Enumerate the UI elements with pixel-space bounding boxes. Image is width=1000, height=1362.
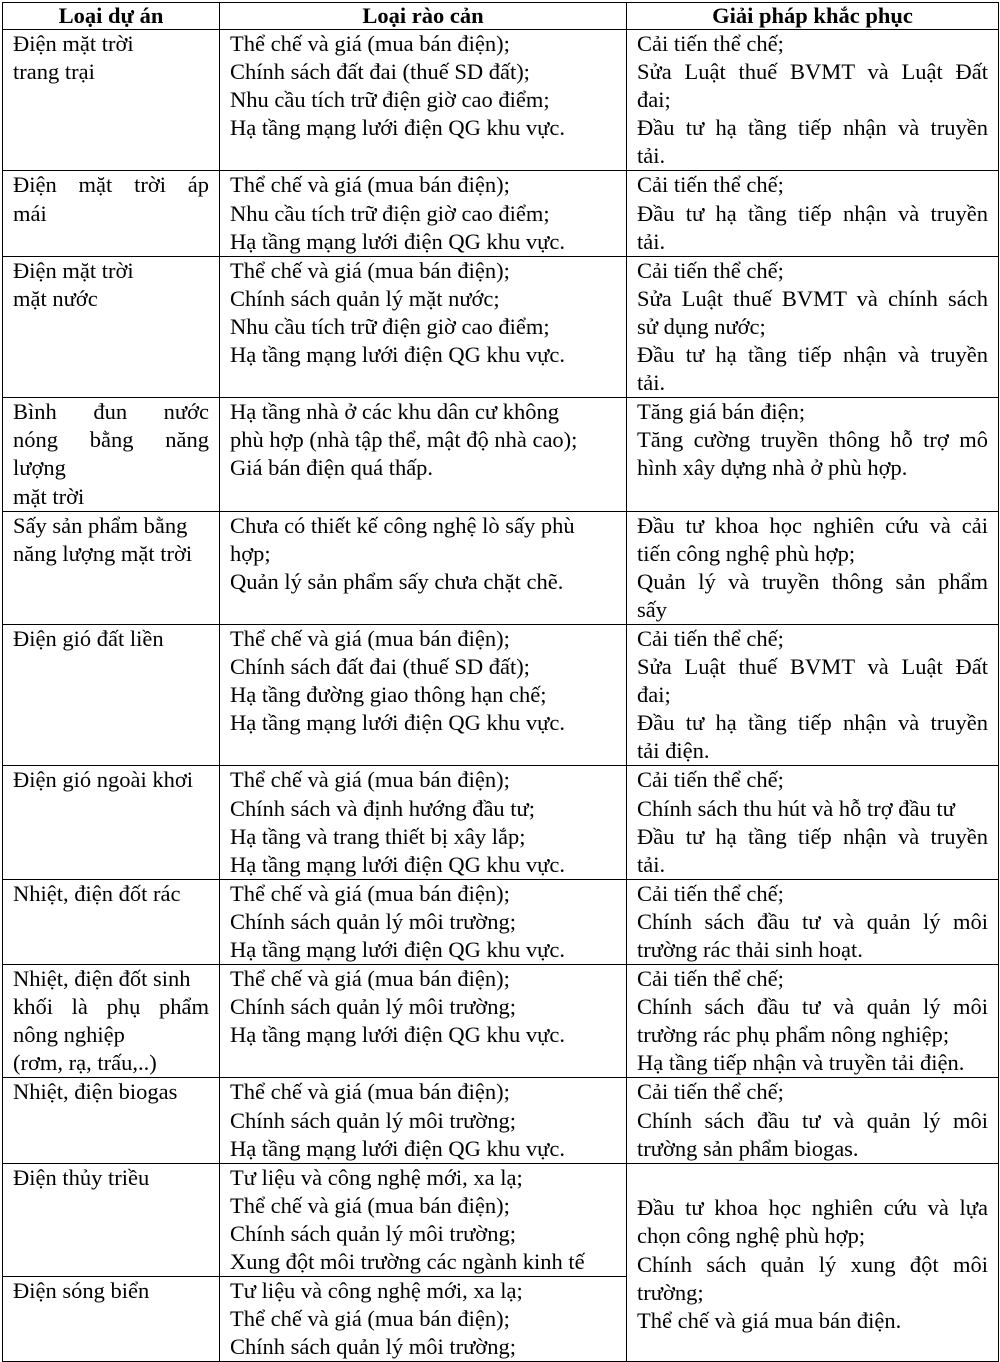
solution-cell <box>627 256 999 397</box>
solution-cell-line: Sửa Luật thuế BVMT và Luật Đất <box>637 59 988 85</box>
barrier-cell-line: Hạ tầng mạng lưới điện QG khu vực. <box>230 937 565 962</box>
barrier-cell-line: Thể chế và giá (mua bán điện); <box>230 31 510 56</box>
solution-cell-line: tải. <box>637 370 666 396</box>
solution-cell-line: đai; <box>637 682 671 708</box>
solution-cell <box>627 30 999 171</box>
barrier-cell <box>220 1078 627 1163</box>
solution-cell-line: tải điện. <box>637 738 710 764</box>
barrier-cell <box>220 171 627 256</box>
barrier-cell-line: Chính sách và định hướng đầu tư; <box>230 795 536 821</box>
barrier-cell-line: Thể chế và giá (mua bán điện); <box>230 767 510 793</box>
solution-cell-line: hình xây dựng nhà ở phù hợp. <box>637 455 908 481</box>
solution-cell-line: Thể chế và giá mua bán điện. <box>637 1307 902 1333</box>
solution-cell-line: Quản lý và truyền thông sản phẩm <box>637 568 988 594</box>
barrier-cell-line: Hạ tầng mạng lưới điện QG khu vực. <box>230 710 565 736</box>
barrier-cell-line: Chưa có thiết kế công nghệ lò sấy phù <box>230 512 575 538</box>
barrier-cell <box>220 965 627 1078</box>
project-type-cell-line: Nhiệt, điện đốt rác <box>13 880 181 906</box>
table-row <box>3 30 999 171</box>
solution-cell <box>627 879 999 964</box>
table-row <box>3 766 999 879</box>
solution-cell-line: tiến công nghệ phù hợp; <box>637 540 856 566</box>
project-type-cell <box>3 1163 220 1276</box>
solution-cell <box>627 965 999 1078</box>
barrier-cell-line: Thể chế và giá (mua bán điện); <box>230 625 510 651</box>
barrier-cell-line: Nhu cầu tích trữ điện giờ cao điểm; <box>230 200 550 226</box>
barriers-solutions-table <box>2 2 999 1362</box>
barrier-cell <box>220 30 627 171</box>
solution-cell-line: Đầu tư hạ tầng tiếp nhận và truyền <box>637 710 988 736</box>
barrier-cell-line: Hạ tầng mạng lưới điện QG khu vực. <box>230 851 565 877</box>
barrier-cell-line: Hạ tầng mạng lưới điện QG khu vực. <box>230 1135 565 1161</box>
project-type-cell <box>3 398 220 511</box>
project-type-cell <box>3 256 220 397</box>
solution-cell-line: Tăng cường truyền thông hỗ trợ mô <box>637 427 988 453</box>
project-type-cell-line: Điện mặt trời áp <box>13 172 209 198</box>
solution-cell <box>627 624 999 765</box>
solution-cell-line: Chính sách đầu tư và quản lý môi <box>637 908 988 934</box>
solution-cell-line: Đầu tư hạ tầng tiếp nhận và truyền <box>637 115 988 141</box>
barrier-cell-line: Tư liệu và công nghệ mới, xa lạ; <box>230 1278 523 1304</box>
barrier-cell <box>220 511 627 624</box>
barrier-cell-line: Hạ tầng mạng lưới điện QG khu vực. <box>230 342 565 368</box>
table-row <box>3 1078 999 1163</box>
solution-cell-line: Đầu tư hạ tầng tiếp nhận và truyền <box>637 823 988 849</box>
table-row <box>3 256 999 397</box>
solution-cell-line: Cải tiến thể chế; <box>637 625 784 651</box>
barrier-cell-line: Chính sách đất đai (thuế SD đất); <box>230 654 530 680</box>
project-type-cell-line: (rơm, rạ, trấu,..) <box>13 1050 157 1076</box>
project-type-cell-line: mặt trời <box>13 483 85 509</box>
solution-cell-line: chọn công nghệ phù hợp; <box>637 1223 866 1249</box>
table-row <box>3 398 999 511</box>
project-type-cell <box>3 879 220 964</box>
project-type-cell-line: nóng bằng năng <box>13 427 209 453</box>
solution-cell-line: Cải tiến thể chế; <box>637 31 784 56</box>
project-type-cell <box>3 511 220 624</box>
solution-cell-line: Sửa Luật thuế BVMT và Luật Đất <box>637 654 988 680</box>
solution-cell-line: tải. <box>637 851 666 877</box>
table-row <box>3 511 999 624</box>
barrier-cell-line: Chính sách quản lý môi trường; <box>230 908 516 934</box>
barrier-cell-line: Hạ tầng mạng lưới điện QG khu vực. <box>230 228 565 254</box>
barrier-cell-line: Hạ tầng và trang thiết bị xây lắp; <box>230 823 526 849</box>
solution-cell-line: Chính sách đầu tư và quản lý môi <box>637 994 988 1020</box>
barrier-cell-line: Thể chế và giá (mua bán điện); <box>230 1192 510 1218</box>
barrier-cell-line: Giá bán điện quá thấp. <box>230 455 434 481</box>
header-barrier-type: Loại rào cản <box>220 3 627 30</box>
barrier-cell <box>220 1277 627 1362</box>
solution-cell <box>627 398 999 511</box>
project-type-cell-line: Sấy sản phẩm bằng <box>13 512 188 538</box>
project-type-cell-line: Điện sóng biển <box>13 1278 150 1304</box>
barrier-cell-line: Xung đột môi trường các ngành kinh tế <box>230 1249 585 1275</box>
solution-cell-line: trường rác thải sinh hoạt. <box>637 937 863 962</box>
barrier-cell-line: Thể chế và giá (mua bán điện); <box>230 880 510 906</box>
project-type-cell-line: khối là phụ phẩm <box>13 994 209 1020</box>
table-row <box>3 624 999 765</box>
barrier-cell-line: Hạ tầng mạng lưới điện QG khu vực. <box>230 1022 565 1048</box>
solution-cell-line: Cải tiến thể chế; <box>637 880 784 906</box>
header-project-type: Loại dự án <box>3 3 220 30</box>
solution-cell <box>627 511 999 624</box>
project-type-cell-line: lượng <box>13 455 66 481</box>
solution-cell-line: sấy <box>637 596 667 622</box>
barrier-cell <box>220 1163 627 1276</box>
barrier-cell-line: Thể chế và giá (mua bán điện); <box>230 966 510 992</box>
project-type-cell-line: Điện gió đất liền <box>13 625 164 651</box>
barrier-cell-line: Quản lý sản phẩm sấy chưa chặt chẽ. <box>230 568 564 594</box>
project-type-cell <box>3 965 220 1078</box>
solution-cell-line: Đầu tư hạ tầng tiếp nhận và truyền <box>637 342 988 368</box>
barrier-cell-line: Thể chế và giá (mua bán điện); <box>230 1079 510 1105</box>
solution-cell-line: Cải tiến thể chế; <box>637 257 784 283</box>
barrier-cell-line: Thể chế và giá (mua bán điện); <box>230 172 510 198</box>
solution-cell-line: tải. <box>637 228 666 254</box>
barrier-cell-line: Tư liệu và công nghệ mới, xa lạ; <box>230 1164 523 1190</box>
barrier-cell-line: Chính sách quản lý mặt nước; <box>230 285 500 311</box>
solution-cell <box>627 1163 999 1362</box>
barrier-cell-line: Hạ tầng nhà ở các khu dân cư không <box>230 399 559 425</box>
solution-cell-line: Chính sách đầu tư và quản lý môi <box>637 1107 988 1133</box>
solution-cell-line: trường; <box>637 1279 704 1305</box>
barrier-cell <box>220 624 627 765</box>
solution-cell-line: Đầu tư khoa học nghiên cứu và cải <box>637 512 988 538</box>
project-type-cell-line: Điện gió ngoài khơi <box>13 767 193 793</box>
project-type-cell-line: Điện mặt trời <box>13 257 134 283</box>
solution-cell-line: Đầu tư khoa học nghiên cứu và lựa <box>637 1195 988 1221</box>
project-type-cell <box>3 1078 220 1163</box>
project-type-cell-line: năng lượng mặt trời <box>13 540 193 566</box>
project-type-cell <box>3 171 220 256</box>
project-type-cell-line: Điện thủy triều <box>13 1164 150 1190</box>
solution-cell-line: trường sản phẩm biogas. <box>637 1135 859 1161</box>
solution-cell-line: tải. <box>637 143 666 169</box>
barrier-cell-line: hợp; <box>230 540 271 566</box>
barrier-cell-line: Chính sách quản lý môi trường; <box>230 1107 516 1133</box>
barrier-cell-line: Nhu cầu tích trữ điện giờ cao điểm; <box>230 87 550 113</box>
solution-cell-line: Sửa Luật thuế BVMT và chính sách <box>637 285 988 311</box>
barrier-cell <box>220 398 627 511</box>
barrier-cell-line: Hạ tầng đường giao thông hạn chế; <box>230 682 547 708</box>
barrier-cell-line: Nhu cầu tích trữ điện giờ cao điểm; <box>230 313 550 339</box>
solution-cell-line: trường rác phụ phẩm nông nghiệp; <box>637 1022 950 1048</box>
barrier-cell <box>220 766 627 879</box>
solution-cell <box>627 766 999 879</box>
project-type-cell <box>3 1277 220 1362</box>
project-type-cell-line: Điện mặt trời <box>13 31 134 56</box>
project-type-cell <box>3 766 220 879</box>
solution-cell-line: Cải tiến thể chế; <box>637 767 784 793</box>
solution-cell-line: Chính sách quản lý xung đột môi <box>637 1251 988 1277</box>
solution-cell-line: Cải tiến thể chế; <box>637 172 784 198</box>
header-solution: Giải pháp khắc phục <box>627 3 999 30</box>
project-type-cell-line: trang trại <box>13 59 95 85</box>
table-row <box>3 965 999 1078</box>
project-type-cell-line: mái <box>13 200 47 226</box>
table-row <box>3 879 999 964</box>
project-type-cell-line: Nhiệt, điện đốt sinh <box>13 966 191 992</box>
barrier-cell <box>220 879 627 964</box>
project-type-cell-line: Bình đun nước <box>13 399 209 425</box>
barrier-cell-line: Chính sách quản lý môi trường; <box>230 1334 516 1360</box>
barrier-cell-line: Chính sách quản lý môi trường; <box>230 1220 516 1246</box>
solution-cell-line: Hạ tầng tiếp nhận và truyền tải điện. <box>637 1050 965 1076</box>
project-type-cell-line: mặt nước <box>13 285 98 311</box>
barrier-cell-line: Chính sách đất đai (thuế SD đất); <box>230 59 530 85</box>
solution-cell-line: Cải tiến thể chế; <box>637 966 784 992</box>
barrier-cell-line: phù hợp (nhà tập thể, mật độ nhà cao); <box>230 427 578 453</box>
solution-cell-line: sử dụng nước; <box>637 313 766 339</box>
solution-cell <box>627 1078 999 1163</box>
table-row <box>3 1163 999 1276</box>
solution-cell-line: Đầu tư hạ tầng tiếp nhận và truyền <box>637 200 988 226</box>
barrier-cell <box>220 256 627 397</box>
solution-cell-line: đai; <box>637 87 671 113</box>
project-type-cell-line: Nhiệt, điện biogas <box>13 1079 178 1105</box>
barrier-cell-line: Chính sách quản lý môi trường; <box>230 994 516 1020</box>
solution-cell <box>627 171 999 256</box>
solution-cell-line: Chính sách thu hút và hỗ trợ đầu tư <box>637 795 955 821</box>
solution-cell-line: Cải tiến thể chế; <box>637 1079 784 1105</box>
header-row <box>3 3 999 30</box>
project-type-cell <box>3 624 220 765</box>
barrier-cell-line: Hạ tầng mạng lưới điện QG khu vực. <box>230 115 565 141</box>
barrier-cell-line: Thể chế và giá (mua bán điện); <box>230 1306 510 1332</box>
table-row <box>3 171 999 256</box>
barrier-cell-line: Thể chế và giá (mua bán điện); <box>230 257 510 283</box>
solution-cell-line: Tăng giá bán điện; <box>637 399 806 425</box>
project-type-cell <box>3 30 220 171</box>
project-type-cell-line: nông nghiệp <box>13 1022 125 1048</box>
